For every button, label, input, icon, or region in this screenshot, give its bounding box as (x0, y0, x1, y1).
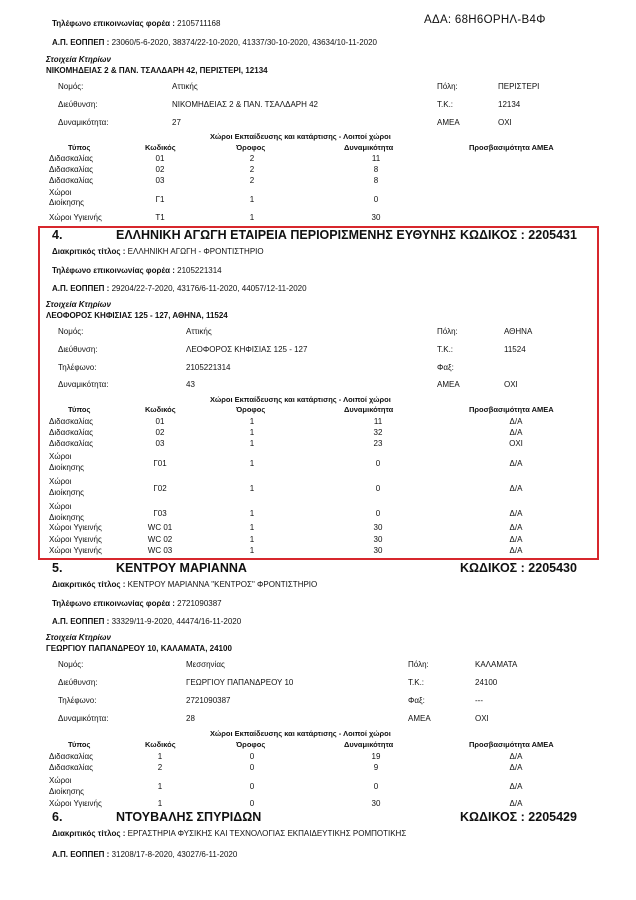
top-col-access: Προσβασιμότητα ΑΜΕΑ (469, 143, 554, 152)
s4-building-heading: Στοιχεία Κτηρίων (46, 300, 111, 309)
s5-number: 5. (52, 561, 63, 575)
top-col-capacity: Δυναμικότητα (344, 143, 394, 152)
s4-phone: 2105221314 (177, 266, 222, 275)
top-ap: 23060/5-6-2020, 38374/22-10-2020, 41337/30-10-2020, 43634/10-11-2020 (111, 38, 377, 47)
s5-title: ΚΕΝΤΡΟΥ ΜΑΡΙΑΝΝΑ "ΚΕΝΤΡΟΣ" ΦΡΟΝΤΙΣΤΗΡΙΟ (127, 580, 318, 589)
top-amea: ΟΧΙ (498, 118, 512, 127)
s5-ap-line: Α.Π. ΕΟΠΠΕΠ : 33329/11-9-2020, 44474/16-11-2020 (52, 617, 242, 626)
top-phone-line: Τηλέφωνο επικοινωνίας φορέα : 2105711168 (52, 19, 221, 28)
s4-postal-code: 11524 (504, 345, 526, 354)
top-col-code: Κωδικός (145, 143, 176, 152)
table-row: Χώροι Υγιεινής (49, 535, 102, 544)
top-address: ΝΙΚΟΜΗΔΕΙΑΣ 2 & ΠΑΝ. ΤΣΑΛΔΑΡΗ 42 (172, 100, 319, 109)
table-row: Διδασκαλίας (49, 176, 93, 185)
s6-code: ΚΩΔΙΚΟΣ : 2205429 (460, 810, 577, 824)
s4-amea: ΟΧΙ (504, 380, 518, 389)
s5-building-heading: Στοιχεία Κτηρίων (46, 633, 111, 642)
table-row: Χώροι Υγιεινής (49, 213, 102, 222)
table-row: Χώροι Διοίκησης (49, 188, 85, 207)
s5-telephone: 2721090387 (186, 696, 231, 705)
s6-number: 6. (52, 810, 63, 824)
s4-phone-line: Τηλέφωνο επικοινωνίας φορέα : 2105221314 (52, 266, 222, 275)
s4-number: 4. (52, 228, 63, 242)
s5-amea: ΟΧΙ (475, 714, 489, 723)
s4-prefecture: Αττικής (186, 327, 212, 336)
s4-title: ΕΛΛΗΝΙΚΗ ΑΓΩΓΗ - ΦΡΟΝΤΙΣΤΗΡΙΟ (127, 247, 264, 256)
table-row: Χώροι Διοίκησης (49, 452, 85, 472)
s5-building-address: ΓΕΩΡΓΙΟΥ ΠΑΠΑΝΔΡΕΟΥ 10, ΚΑΛΑΜΑΤΑ, 24100 (46, 644, 232, 653)
top-building-address: ΝΙΚΟΜΗΔΕΙΑΣ 2 & ΠΑΝ. ΤΣΑΛΔΑΡΗ 42, ΠΕΡΙΣΤΕΡΙ, 12134 (46, 66, 268, 75)
top-rooms-title: Χώροι Εκπαίδευσης και κατάρτισης - Λοιποί χώροι (210, 132, 391, 141)
table-row: Χώροι Υγιεινής (49, 799, 102, 808)
top-address-label: Διεύθυνση: (58, 100, 98, 109)
table-row: Διδασκαλίας (49, 752, 93, 761)
table-row: Διδασκαλίας (49, 417, 93, 426)
s4-ap: 29204/22-7-2020, 43176/6-11-2020, 44057/12-11-2020 (111, 284, 307, 293)
table-row: Χώροι Διοίκησης (49, 776, 85, 796)
table-row: Διδασκαλίας (49, 165, 93, 174)
top-building-heading: Στοιχεία Κτηρίων (46, 55, 111, 64)
top-ap-line: Α.Π. ΕΟΠΠΕΠ : 23060/5-6-2020, 38374/22-10-2020, 41337/30-10-2020, 43634/10-11-2020 (52, 38, 377, 47)
s6-name: ΝΤΟΥΒΑΛΗΣ ΣΠΥΡΙΔΩΝ (116, 810, 262, 824)
s4-building-address: ΛΕΟΦΟΡΟΣ ΚΗΦΙΣΙΑΣ 125 - 127, ΑΘΗΝΑ, 11524 (46, 311, 228, 320)
s6-ap: 31208/17-8-2020, 43027/6-11-2020 (111, 850, 238, 859)
s5-code: ΚΩΔΙΚΟΣ : 2205430 (460, 561, 577, 575)
top-prefecture-label: Νομός: (58, 82, 84, 91)
s5-fax: --- (475, 696, 483, 705)
s5-phone: 2721090387 (177, 599, 222, 608)
top-amea-label: ΑΜΕΑ (437, 118, 460, 127)
table-row: Διδασκαλίας (49, 763, 93, 772)
table-row: Χώροι Υγιεινής (49, 546, 102, 555)
top-col-floor: Όροφος (236, 143, 266, 152)
top-capacity: 27 (172, 118, 181, 127)
table-row: Διδασκαλίας (49, 439, 93, 448)
s5-capacity: 28 (186, 714, 195, 723)
top-postal-label: Τ.Κ.: (437, 100, 454, 109)
s5-prefecture: Μεσσηνίας (186, 660, 225, 669)
s4-address: ΛΕΟΦΟΡΟΣ ΚΗΦΙΣΙΑΣ 125 - 127 (186, 345, 308, 354)
top-city: ΠΕΡΙΣΤΕΡΙ (498, 82, 540, 91)
s6-title-line: Διακριτικός τίτλος : ΕΡΓΑΣΤΗΡΙΑ ΦΥΣΙΚΗΣ ΚΑΙ ΤΕΧΝΟΛΟΓΙΑΣ ΕΚΠΑΙΔΕΥΤΙΚΗΣ ΡΟΜΠΟΤΙΚΗΣ (52, 829, 407, 838)
s4-name: ΕΛΛΗΝΙΚΗ ΑΓΩΓΗ ΕΤΑΙΡΕΙΑ ΠΕΡΙΟΡΙΣΜΕΝΗΣ ΕΥΘΥΝΗΣ (116, 228, 456, 242)
top-prefecture: Αττικής (172, 82, 198, 91)
s6-ap-line: Α.Π. ΕΟΠΠΕΠ : 31208/17-8-2020, 43027/6-11-2020 (52, 850, 238, 859)
s4-title-line: Διακριτικός τίτλος : ΕΛΛΗΝΙΚΗ ΑΓΩΓΗ - ΦΡΟΝΤΙΣΤΗΡΙΟ (52, 247, 264, 256)
top-city-label: Πόλη: (437, 82, 458, 91)
top-postal-code: 12134 (498, 100, 521, 109)
table-row: Χώροι Υγιεινής (49, 523, 102, 532)
s4-city: ΑΘΗΝΑ (504, 327, 533, 336)
s4-telephone: 2105221314 (186, 363, 231, 372)
s5-title-line: Διακριτικός τίτλος : ΚΕΝΤΡΟΥ ΜΑΡΙΑΝΝΑ "ΚΕΝΤΡΟΣ" ΦΡΟΝΤΙΣΤΗΡΙΟ (52, 580, 318, 589)
top-phone: 2105711168 (177, 19, 221, 28)
top-col-type: Τύπος (68, 143, 91, 152)
table-row: Διδασκαλίας (49, 428, 93, 437)
table-row: Διδασκαλίας (49, 154, 93, 163)
s4-ap-line: Α.Π. ΕΟΠΠΕΠ : 29204/22-7-2020, 43176/6-11-2020, 44057/12-11-2020 (52, 284, 307, 293)
s4-code: ΚΩΔΙΚΟΣ : 2205431 (460, 228, 577, 242)
s6-title: ΕΡΓΑΣΤΗΡΙΑ ΦΥΣΙΚΗΣ ΚΑΙ ΤΕΧΝΟΛΟΓΙΑΣ ΕΚΠΑΙΔΕΥΤΙΚΗΣ ΡΟΜΠΟΤΙΚΗΣ (127, 829, 407, 838)
s5-phone-line: Τηλέφωνο επικοινωνίας φορέα : 2721090387 (52, 599, 222, 608)
s5-postal-code: 24100 (475, 678, 498, 687)
s5-address: ΓΕΩΡΓΙΟΥ ΠΑΠΑΝΔΡΕΟΥ 10 (186, 678, 294, 687)
s5-city: ΚΑΛΑΜΑΤΑ (475, 660, 518, 669)
top-capacity-label: Δυναμικότητα: (58, 118, 109, 127)
s5-ap: 33329/11-9-2020, 44474/16-11-2020 (111, 617, 242, 626)
table-row: Χώροι Διοίκησης (49, 477, 85, 497)
s5-name: ΚΕΝΤΡΟΥ ΜΑΡΙΑΝΝΑ (116, 561, 247, 575)
s4-capacity: 43 (186, 380, 195, 389)
table-row: Χώροι Διοίκησης (49, 502, 85, 522)
ada-code: ΑΔΑ: 68Η6ΟΡΗΛ-Β4Φ (424, 14, 546, 26)
